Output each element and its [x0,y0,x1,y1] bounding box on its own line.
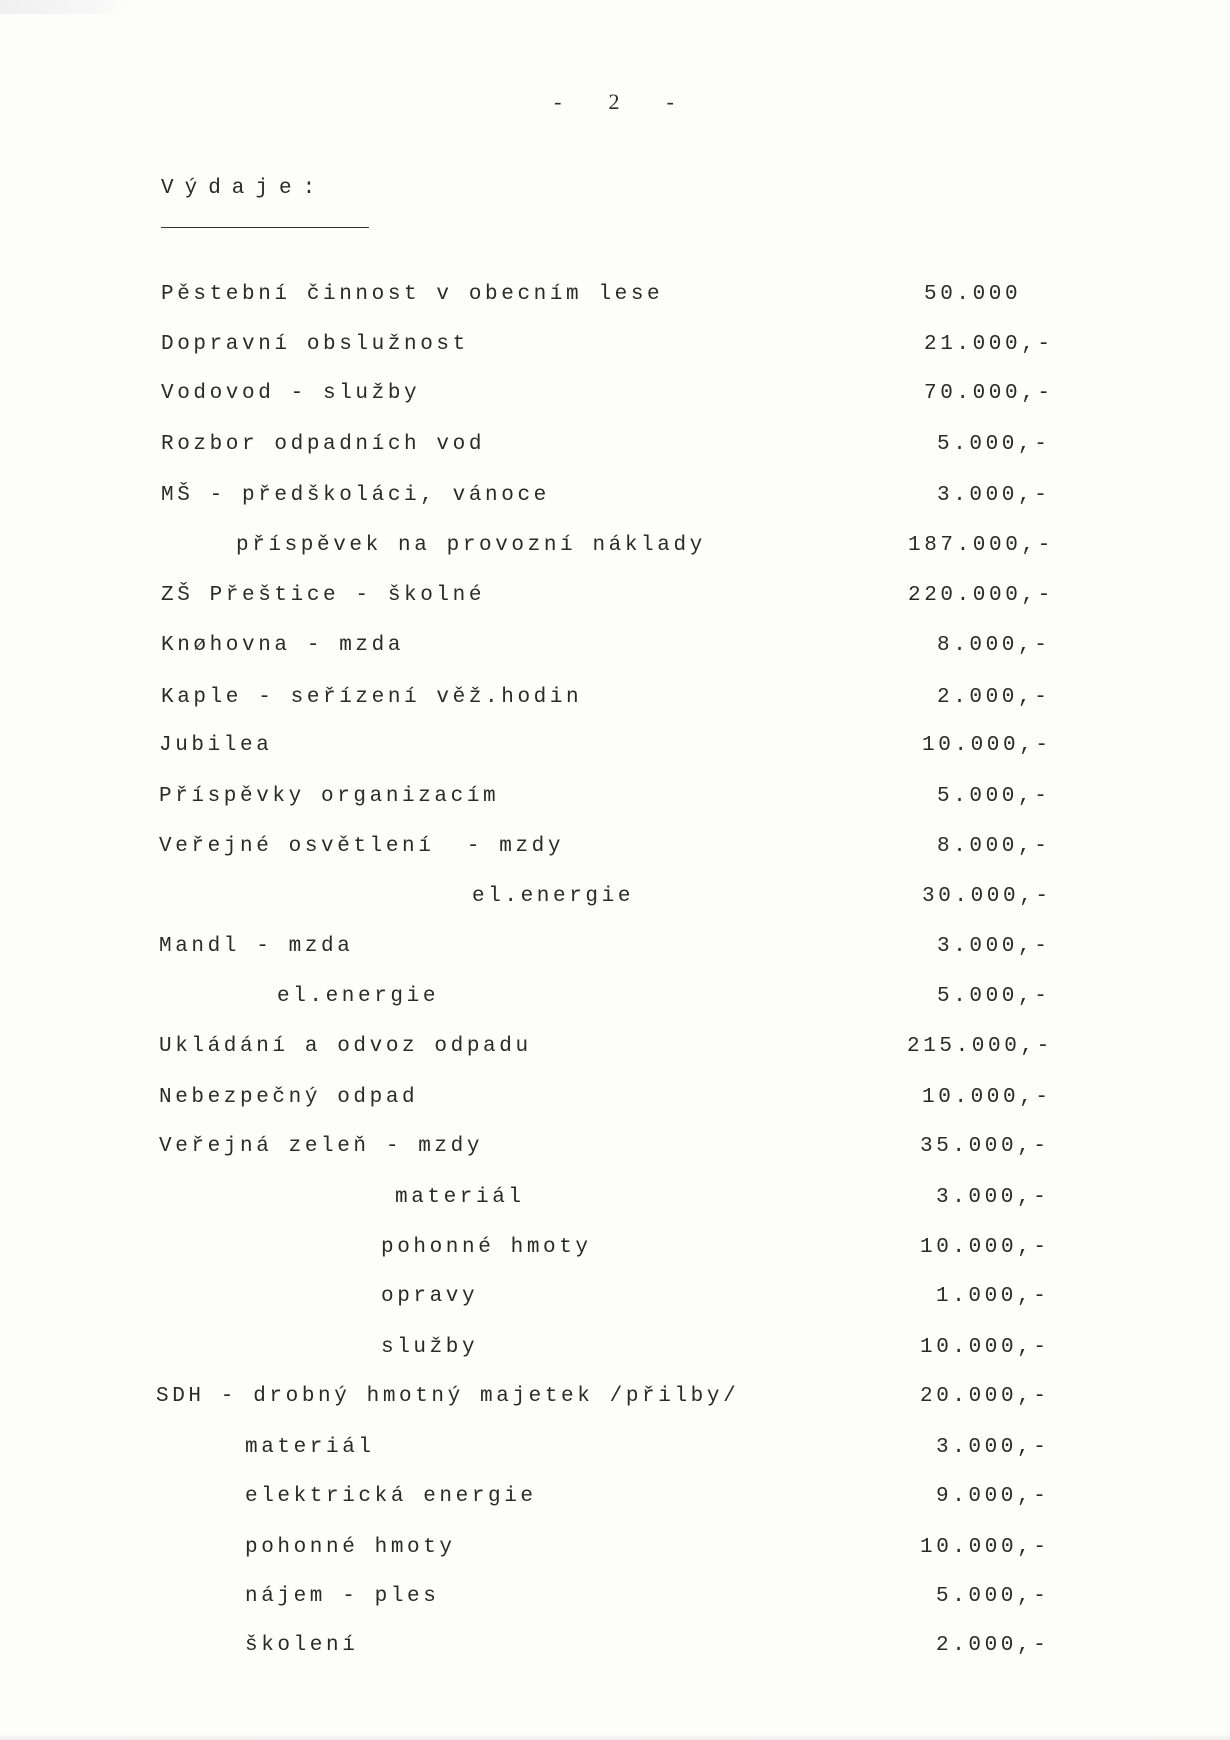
expense-label: ZŠ Přeštice - školné [161,584,486,607]
expense-row [0,1385,1230,1415]
expense-amount: 187.000,- [908,534,1054,557]
expense-row [0,333,1230,363]
expense-row [0,1186,1230,1216]
expense-amount: 5.000,- [936,1585,1050,1608]
expense-amount: 215.000,- [907,1035,1053,1058]
expense-label: SDH - drobný hmotný majetek /přilby/ [156,1385,740,1408]
expense-label: Pěstební činnost v obecním lese [161,283,664,306]
expense-label: Rozbor odpadních vod [161,433,486,456]
expense-row [0,1035,1230,1065]
expense-amount: 220.000,- [908,584,1054,607]
expense-row [0,382,1230,412]
expense-amount: 21.000,- [924,333,1054,356]
expense-amount: 10.000,- [920,1336,1050,1359]
expense-label: materiál [245,1436,375,1459]
expense-label: Kaple - seřízení věž.hodin [161,686,583,709]
expense-label: pohonné hmoty [381,1236,592,1259]
expense-amount: 10.000,- [920,1236,1050,1259]
expense-label: el.energie [472,885,635,908]
expense-label: Jubilea [159,734,273,757]
expense-label: Mandl - mzda [159,935,354,958]
expense-row [0,1135,1230,1165]
expense-amount: 3.000,- [936,1186,1050,1209]
expense-amount: 5.000,- [937,785,1051,808]
expense-row [0,734,1230,764]
expense-label: služby [381,1336,479,1359]
expense-label: Nebezpečný odpad [159,1086,419,1109]
expense-amount: 9.000,- [936,1485,1050,1508]
expense-row [0,634,1230,664]
expense-row [0,935,1230,965]
expense-row [0,1086,1230,1116]
expense-label: Vodovod - služby [161,382,421,405]
expense-row [0,686,1230,716]
expense-amount: 3.000,- [937,484,1051,507]
expense-amount: 20.000,- [920,1385,1050,1408]
expense-label: elektrická energie [245,1485,537,1508]
expense-label: Knøhovna - mzda [161,634,405,657]
expense-row [0,835,1230,865]
expense-row [0,534,1230,564]
expense-amount: 50.000 [924,283,1022,306]
scan-corner-mark [0,0,130,14]
expense-label: školení [245,1634,359,1657]
expense-amount: 5.000,- [937,985,1051,1008]
expense-amount: 2.000,- [937,686,1051,709]
expense-label: MŠ - předškoláci, vánoce [161,484,550,507]
expense-label: příspěvek na provozní náklady [236,534,706,557]
expense-row [0,1236,1230,1266]
expense-label: Dopravní obslužnost [161,333,469,356]
expense-label: opravy [381,1285,479,1308]
expense-row [0,885,1230,915]
expense-row [0,283,1230,313]
expense-label: materiál [395,1186,525,1209]
expense-amount: 8.000,- [937,634,1051,657]
expense-amount: 70.000,- [924,382,1054,405]
expense-row [0,1585,1230,1615]
expense-label: pohonné hmoty [245,1536,456,1559]
expense-row [0,484,1230,514]
expense-row [0,1336,1230,1366]
expense-amount: 30.000,- [922,885,1052,908]
expense-label: nájem - ples [245,1585,440,1608]
expense-label: Veřejná zeleň - mzdy [159,1135,484,1158]
expense-row [0,433,1230,463]
expense-amount: 8.000,- [937,835,1051,858]
expense-amount: 3.000,- [937,935,1051,958]
scan-bottom-edge [0,1734,1230,1740]
expense-label: Veřejné osvětlení - mzdy [159,835,565,858]
expense-label: el.energie [277,985,440,1008]
expense-row [0,584,1230,614]
section-heading-vydaje: Výdaje: [161,177,327,200]
expense-amount: 2.000,- [936,1634,1050,1657]
expense-row [0,1485,1230,1515]
expense-amount: 1.000,- [936,1285,1050,1308]
expense-amount: 35.000,- [920,1135,1050,1158]
expense-label: Příspěvky organizacím [159,785,500,808]
expense-row [0,1436,1230,1466]
expense-row [0,1634,1230,1664]
expense-row [0,985,1230,1015]
expense-amount: 10.000,- [922,1086,1052,1109]
page-number: - 2 - [554,89,676,114]
expense-label: Ukládání a odvoz odpadu [159,1035,532,1058]
expense-amount: 5.000,- [937,433,1051,456]
expense-row [0,1536,1230,1566]
expense-row [0,785,1230,815]
expense-amount: 10.000,- [920,1536,1050,1559]
heading-underline [161,227,369,228]
expense-amount: 3.000,- [936,1436,1050,1459]
expense-row [0,1285,1230,1315]
expense-amount: 10.000,- [922,734,1052,757]
